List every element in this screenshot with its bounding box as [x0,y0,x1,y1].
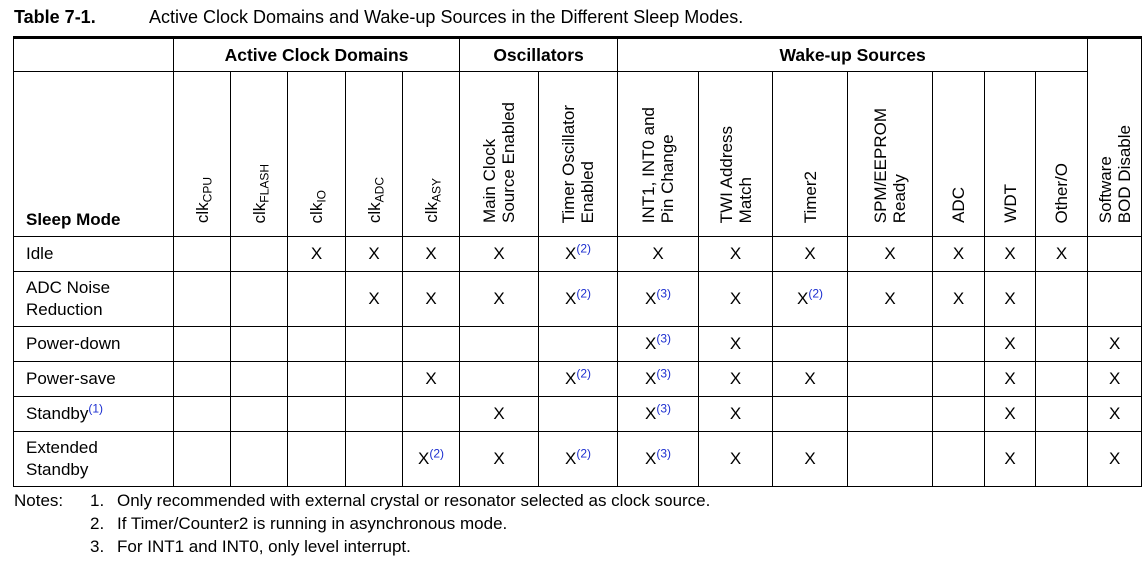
table-cell [231,272,288,327]
table-cell [773,397,848,432]
table-cell [231,362,288,397]
col-header-wdt: WDT [985,72,1036,237]
table-cell: X$^{(3)}$ [618,432,699,487]
table-cell: X [985,362,1036,397]
col-header-clk-cpu: clk$_{CPU}$ [174,72,231,237]
table-row [14,432,1142,487]
table-cell: X [699,397,773,432]
table-cell [231,432,288,487]
table-cell [1088,272,1142,327]
table-cell: X [985,327,1036,362]
table-cell: X$^{(2)}$ [539,237,618,272]
table-cell: X [460,237,539,272]
table-cell: X [699,272,773,327]
table-cell [174,362,231,397]
table-cell: X [699,327,773,362]
table-cell [346,362,403,397]
table-cell: X$^{(2)}$ [773,272,848,327]
table-cell [1036,397,1088,432]
table-cell: X [460,432,539,487]
table-cell [460,327,539,362]
note-2: 2. If Timer/Counter2 is running in asynchronous mode. [90,514,508,533]
col-header-clk-asy: clk$_{ASY}$ [403,72,460,237]
table-cell [933,327,985,362]
table-cell [848,327,933,362]
table-cell [174,272,231,327]
table-cell [231,327,288,362]
sleep-mode-group-cell [14,38,174,72]
table-cell: X [403,272,460,327]
col-header-main-clock: Main Clock Source Enabled [460,72,539,237]
table-cell: X$^{(2)}$ [403,432,460,487]
table-cell [933,397,985,432]
table-cell: X [618,237,699,272]
col-header-bod-disable: Software BOD Disable [1088,38,1142,237]
table-cell [288,272,346,327]
table-cell: X [699,432,773,487]
table-caption [14,7,743,28]
group-active-clock-domains: Active Clock Domains [174,38,460,72]
table-title: Active Clock Domains and Wake-up Sources in the Different Sleep Modes. [149,7,744,27]
table-cell: X [288,237,346,272]
table-cell [1036,362,1088,397]
col-header-int-pin-change: INT1, INT0 and Pin Change [618,72,699,237]
group-header-row [14,38,1142,72]
table-cell: X [699,237,773,272]
group-wakeup-sources: Wake-up Sources [618,38,1088,72]
table-cell [848,432,933,487]
table-cell: X [1088,327,1142,362]
table-cell: X [933,237,985,272]
table-cell: X [346,237,403,272]
column-header-row [14,72,1142,237]
col-header-sleep-mode: Sleep Mode [14,72,174,237]
table-cell: X [403,362,460,397]
table-cell: X [1088,397,1142,432]
table-cell: X [773,432,848,487]
row-label: Extended Standby [14,432,174,487]
notes-label: Notes: [14,491,64,510]
table-cell: X [460,397,539,432]
note-3: 3. For INT1 and INT0, only level interrupt. [90,537,411,556]
row-label: Standby$^{(1)}$ [14,397,174,432]
table-cell [288,397,346,432]
table-cell [174,327,231,362]
table-cell: X [699,362,773,397]
table-cell [933,362,985,397]
table-cell [933,432,985,487]
table-row [14,397,1142,432]
table-cell [1088,237,1142,272]
note-1: 1. Only recommended with external crystal or resonator selected as clock source. [90,491,711,510]
table-cell [288,432,346,487]
col-header-spm-eeprom: SPM/EEPROM Ready [848,72,933,237]
table-cell: X$^{(2)}$ [539,362,618,397]
table-row [14,362,1142,397]
table-cell: X [848,237,933,272]
table-cell [346,397,403,432]
table-cell [346,432,403,487]
col-header-other: Other/O [1036,72,1088,237]
table-body [14,237,1142,487]
table-cell [1036,432,1088,487]
table-cell: X [1036,237,1088,272]
table-cell [539,327,618,362]
sleep-modes-table [13,36,1142,487]
table-cell [1036,327,1088,362]
row-label: Power-down [14,327,174,362]
table-cell [539,397,618,432]
table-cell: X [848,272,933,327]
table-cell: X$^{(2)}$ [539,272,618,327]
col-header-adc: ADC [933,72,985,237]
table-row [14,237,1142,272]
table-cell [288,327,346,362]
table-cell: X [773,362,848,397]
table-row [14,272,1142,327]
table-cell: X$^{(3)}$ [618,362,699,397]
table-cell [403,327,460,362]
col-header-twi-address: TWI Address Match [699,72,773,237]
table-row [14,327,1142,362]
table-cell [231,397,288,432]
table-cell [231,237,288,272]
col-header-timer2: Timer2 [773,72,848,237]
col-header-clk-flash: clk$_{FLASH}$ [231,72,288,237]
table-cell: X [933,272,985,327]
table-cell: X [1088,362,1142,397]
table-cell: X$^{(3)}$ [618,272,699,327]
table-cell: X$^{(3)}$ [618,397,699,432]
table-cell [403,397,460,432]
table-cell: X [346,272,403,327]
table-cell: X [403,237,460,272]
table-cell: X [985,432,1036,487]
col-header-clk-io: clk$_{IO}$ [288,72,346,237]
table-cell: X [985,272,1036,327]
table-cell [346,327,403,362]
table-cell: X$^{(2)}$ [539,432,618,487]
row-label: Idle [14,237,174,272]
table-cell: X [1088,432,1142,487]
table-cell: X$^{(3)}$ [618,327,699,362]
table-cell [174,397,231,432]
row-label: Power-save [14,362,174,397]
table-cell [1036,272,1088,327]
table-cell: X [985,397,1036,432]
table-cell [174,237,231,272]
col-header-clk-adc: clk$_{ADC}$ [346,72,403,237]
table-number: Table 7-1. [14,7,96,27]
col-header-timer-oscillator: Timer Oscillator Enabled [539,72,618,237]
table-cell: X [985,237,1036,272]
row-label: ADC Noise Reduction [14,272,174,327]
table-cell: X [773,237,848,272]
table-cell [773,327,848,362]
table-cell [288,362,346,397]
table-cell [174,432,231,487]
table-cell: X [460,272,539,327]
table-cell [848,362,933,397]
table-cell [848,397,933,432]
table-cell [460,362,539,397]
group-oscillators: Oscillators [460,38,618,72]
